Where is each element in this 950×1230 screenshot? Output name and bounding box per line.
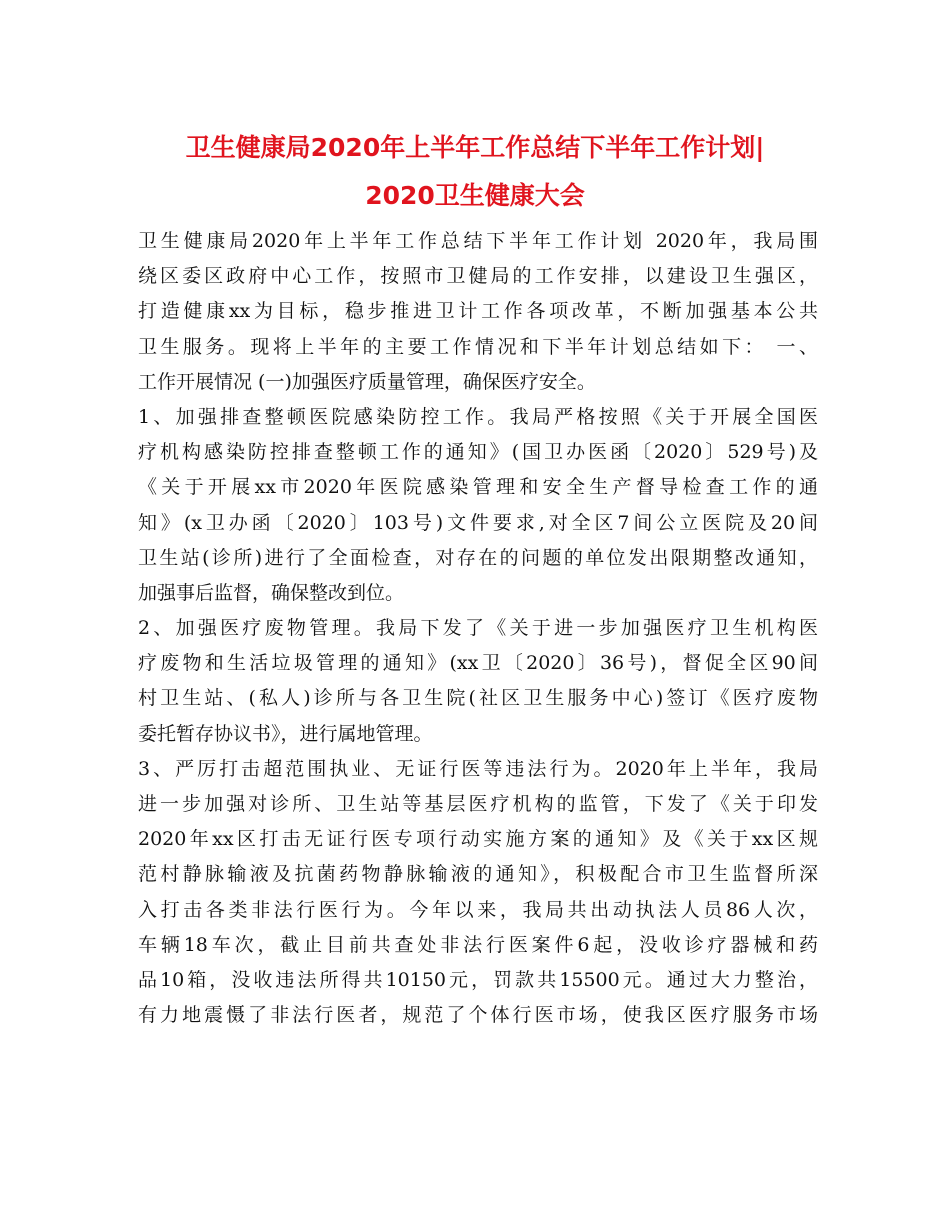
body-line: 知》(x卫办函〔2020〕103号)文件要求,对全区7间公立医院及20间 — [138, 511, 818, 534]
document-body — [138, 224, 818, 1033]
body-line: 绕区委区政府中心工作，按照市卫健局的工作安排，以建设卫生强区， — [138, 265, 818, 288]
body-line: 3、严厉打击超范围执业、无证行医等违法行为。2020年上半年，我局 — [138, 757, 818, 780]
body-line: 卫生服务。现将上半年的主要工作情况和下半年计划总结如下： 一、 — [138, 335, 818, 358]
body-line: 加强事后监督，确保整改到位。 — [138, 581, 405, 604]
body-line: 范村静脉输液及抗菌药物静脉输液的通知》，积极配合市卫生监督所深 — [138, 863, 818, 886]
document-title-line-1: 卫生健康局2020年上半年工作总结下半年工作计划| — [185, 133, 765, 162]
body-line: 工作开展情况 (一)加强医疗质量管理，确保医疗安全。 — [138, 370, 596, 393]
body-line: 卫生站(诊所)进行了全面检查，对存在的问题的单位发出限期整改通知， — [138, 546, 818, 569]
body-line: 疗废物和生活垃圾管理的通知》(xx卫〔2020〕36号)，督促全区90间 — [138, 652, 818, 675]
body-line: 入打击各类非法行医行为。今年以来，我局共出动执法人员86人次， — [138, 898, 818, 921]
body-line: 2、加强医疗废物管理。我局下发了《关于进一步加强医疗卫生机构医 — [138, 617, 818, 640]
body-line: 村卫生站、(私人)诊所与各卫生院(社区卫生服务中心)签订《医疗废物 — [138, 687, 818, 710]
body-line: 疗机构感染防控排查整顿工作的通知》(国卫办医函〔2020〕529号)及 — [138, 441, 818, 464]
body-line: 品10箱，没收违法所得共10150元，罚款共15500元。通过大力整治， — [138, 968, 818, 991]
document-title-line-2: 2020卫生健康大会 — [365, 181, 585, 210]
body-line: 有力地震慑了非法行医者，规范了个体行医市场，使我区医疗服务市场 — [138, 1004, 818, 1027]
body-line: 进一步加强对诊所、卫生站等基层医疗机构的监管，下发了《关于印发 — [138, 793, 818, 815]
body-line: 委托暂存协议书》，进行属地管理。 — [138, 722, 433, 745]
body-line: 1、加强排查整顿医院感染防控工作。我局严格按照《关于开展全国医 — [138, 405, 818, 428]
body-line: 卫生健康局2020年上半年工作总结下半年工作计划 2020年，我局围 — [138, 230, 818, 252]
body-line: 2020年xx区打击无证行医专项行动实施方案的通知》及《关于xx区规 — [138, 828, 818, 851]
body-line: 车辆18车次，截止目前共查处非法行医案件6起，没收诊疗器械和药 — [138, 933, 818, 956]
body-line: 打造健康xx为目标，稳步推进卫计工作各项改革，不断加强基本公共 — [138, 300, 818, 323]
body-line: 《关于开展xx市2020年医院感染管理和安全生产督导检查工作的通 — [138, 476, 818, 499]
